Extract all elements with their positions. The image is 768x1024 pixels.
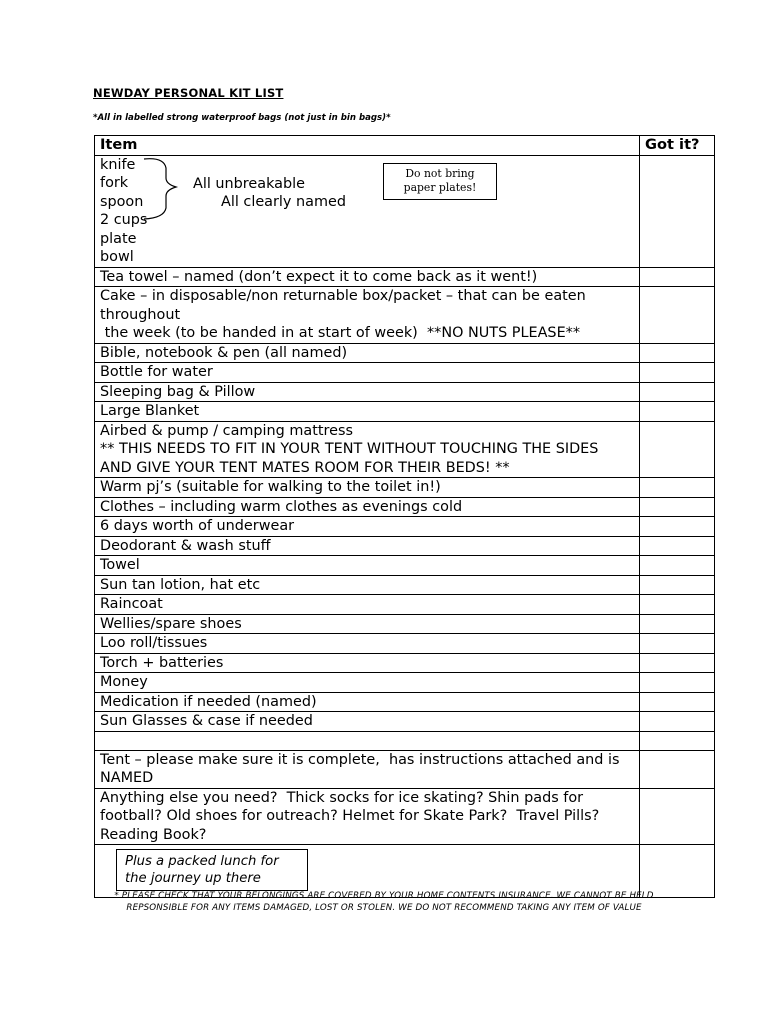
table-row xyxy=(95,363,715,383)
table-row xyxy=(95,343,715,363)
item-text: Tent – please make sure it is complete, has instructions attached and is NAMED xyxy=(100,751,625,786)
item-text: ** THIS NEEDS TO FIT IN YOUR TENT WITHOUT TOUCHING THE SIDES AND GIVE YOUR TENT MATES ROOM FOR THEIR BEDS! ** xyxy=(100,441,603,476)
table-row xyxy=(95,497,715,517)
got-it-checkbox-cell[interactable] xyxy=(640,536,715,556)
item-cell xyxy=(95,595,640,615)
table-row xyxy=(95,556,715,576)
table-row xyxy=(95,402,715,422)
got-it-checkbox-cell[interactable] xyxy=(640,517,715,537)
item-text: Money xyxy=(100,674,148,690)
got-it-checkbox-cell[interactable] xyxy=(640,845,715,898)
item-cell xyxy=(95,712,640,732)
cutlery-note-unbreakable: All unbreakable xyxy=(193,175,305,192)
item-text: Tea towel – named (don’t expect it to come back as it went!) xyxy=(100,268,538,285)
item-cell xyxy=(95,673,640,693)
item-cell xyxy=(95,363,640,383)
table-row xyxy=(95,731,715,750)
item-text: Loo roll/tissues xyxy=(100,635,208,651)
item-cell xyxy=(95,478,640,498)
item-cell xyxy=(95,402,640,422)
table-row xyxy=(95,653,715,673)
got-it-checkbox-cell[interactable] xyxy=(640,595,715,615)
got-it-checkbox-cell[interactable] xyxy=(640,692,715,712)
table-row xyxy=(95,536,715,556)
table-row xyxy=(95,517,715,537)
table-row xyxy=(95,478,715,498)
item-cell xyxy=(95,731,640,750)
item-text: Wellies/spare shoes xyxy=(100,615,242,632)
table-row xyxy=(95,267,715,287)
table-row xyxy=(95,382,715,402)
packed-lunch-note xyxy=(116,849,308,891)
item-cell xyxy=(95,614,640,634)
cutlery-item: fork xyxy=(100,175,129,191)
item-text: the week (to be handed in at start of week) **NO NUTS PLEASE** xyxy=(100,325,581,341)
item-text: Cake – in disposable/non returnable box/packet – that can be eaten throughout xyxy=(100,288,591,323)
header-got-it: Got it? xyxy=(640,136,715,156)
table-row xyxy=(95,692,715,712)
item-text: Warm pj’s (suitable for walking to the toilet in!) xyxy=(100,479,441,495)
item-text xyxy=(100,732,634,750)
insurance-footnote: * PLEASE CHECK THAT YOUR BELONGINGS ARE COVERED BY YOUR HOME CONTENTS INSURANCE. WE CANNOT BE HELD REPSONSIBLE FOR ANY ITEMS DAMAGED, LOST OR STOLEN. WE DO NOT RECOMMEND TAKING ANY ITEM OF VALUE xyxy=(114,891,654,913)
item-text: Sleeping bag & Pillow xyxy=(100,383,256,400)
table-row xyxy=(95,575,715,595)
item-cell xyxy=(95,634,640,654)
table-row xyxy=(95,287,715,344)
item-text: Deodorant & wash stuff xyxy=(100,537,271,554)
got-it-checkbox-cell[interactable] xyxy=(640,788,715,845)
item-text: Anything else you need? Thick socks for ice skating? Shin pads for football? Old shoes for outreach? Helmet for Skate Park? Travel Pills? Reading Book? xyxy=(100,789,604,843)
table-row xyxy=(95,712,715,732)
header-item: Item xyxy=(95,136,640,156)
item-cell xyxy=(95,750,640,788)
item-text: Torch + batteries xyxy=(100,654,224,671)
item-cell xyxy=(95,692,640,712)
cutlery-note-named: All clearly named xyxy=(221,193,346,210)
got-it-checkbox-cell[interactable] xyxy=(640,363,715,383)
item-text: Medication if needed (named) xyxy=(100,693,317,710)
cutlery-item: plate xyxy=(100,230,137,247)
page-subtitle: *All in labelled strong waterproof bags (not just in bin bags)* xyxy=(93,113,391,123)
item-text: Airbed & pump / camping mattress xyxy=(100,422,353,439)
got-it-checkbox-cell[interactable] xyxy=(640,478,715,498)
item-cell xyxy=(95,653,640,673)
item-cell xyxy=(95,517,640,537)
item-text: Large Blanket xyxy=(100,403,200,419)
item-cell xyxy=(95,536,640,556)
cutlery-item: spoon xyxy=(100,193,144,210)
table-row xyxy=(95,750,715,788)
got-it-checkbox-cell[interactable] xyxy=(640,421,715,478)
item-cell xyxy=(95,267,640,287)
table-row xyxy=(95,788,715,845)
got-it-checkbox-cell[interactable] xyxy=(640,750,715,788)
lunch-note-line: the journey up there xyxy=(125,871,261,886)
cutlery-item: bowl xyxy=(100,249,134,265)
item-cell xyxy=(95,421,640,478)
item-text: Bible, notebook & pen (all named) xyxy=(100,344,348,361)
table-row xyxy=(95,421,715,478)
kit-table xyxy=(94,135,715,898)
got-it-checkbox-cell[interactable] xyxy=(640,287,715,344)
item-cell xyxy=(95,497,640,517)
item-text: Sun tan lotion, hat etc xyxy=(100,576,261,593)
got-it-checkbox-cell[interactable] xyxy=(640,614,715,634)
got-it-checkbox-cell[interactable] xyxy=(640,382,715,402)
table-row-cutlery xyxy=(95,155,715,267)
got-it-checkbox-cell[interactable] xyxy=(640,712,715,732)
got-it-checkbox-cell[interactable] xyxy=(640,731,715,750)
item-text: Bottle for water xyxy=(100,364,213,380)
got-it-checkbox-cell[interactable] xyxy=(640,673,715,693)
cutlery-item: knife xyxy=(100,156,136,173)
got-it-checkbox-cell[interactable] xyxy=(640,556,715,576)
got-it-checkbox-cell[interactable] xyxy=(640,634,715,654)
table-row xyxy=(95,634,715,654)
got-it-checkbox-cell[interactable] xyxy=(640,497,715,517)
page-title: NEWDAY PERSONAL KIT LIST xyxy=(93,86,284,100)
table-row xyxy=(95,673,715,693)
item-text: Sun Glasses & case if needed xyxy=(100,713,313,729)
table-header-row xyxy=(95,136,715,156)
table-row xyxy=(95,614,715,634)
item-text: Raincoat xyxy=(100,596,163,612)
callout-line: Do not bring xyxy=(405,166,475,180)
paper-plates-callout xyxy=(383,163,497,200)
lunch-note-line: Plus a packed lunch for xyxy=(125,854,279,869)
item-cell xyxy=(95,556,640,576)
got-it-checkbox-cell[interactable] xyxy=(640,155,715,267)
got-it-checkbox-cell[interactable] xyxy=(640,653,715,673)
item-cell xyxy=(95,382,640,402)
got-it-checkbox-cell[interactable] xyxy=(640,267,715,287)
item-cell xyxy=(95,575,640,595)
got-it-checkbox-cell[interactable] xyxy=(640,402,715,422)
cutlery-item: 2 cups xyxy=(100,212,148,228)
callout-line: paper plates! xyxy=(403,180,477,194)
got-it-checkbox-cell[interactable] xyxy=(640,575,715,595)
item-text: Clothes – including warm clothes as evenings cold xyxy=(100,498,463,515)
item-cell xyxy=(95,287,640,344)
item-text: Towel xyxy=(100,557,140,573)
got-it-checkbox-cell[interactable] xyxy=(640,343,715,363)
cutlery-cell xyxy=(95,155,640,267)
item-text: 6 days worth of underwear xyxy=(100,518,295,534)
item-cell xyxy=(95,343,640,363)
item-cell xyxy=(95,788,640,845)
table-row xyxy=(95,595,715,615)
